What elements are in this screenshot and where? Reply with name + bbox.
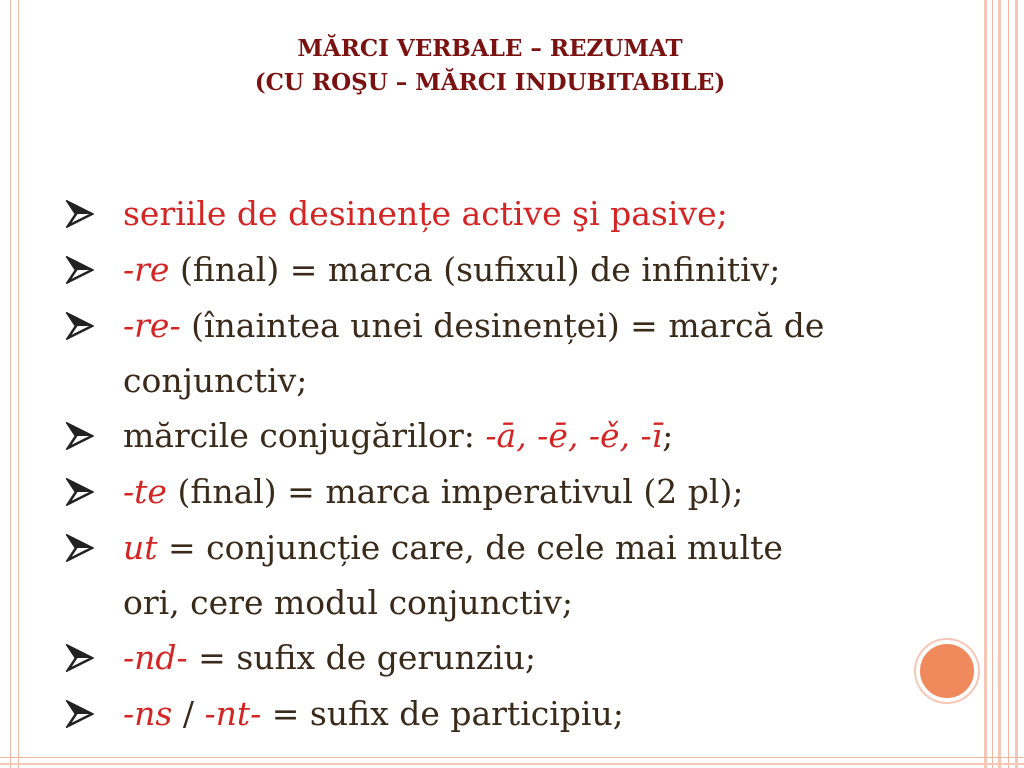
bullet-marker: -te <box>123 472 167 511</box>
bullet-item <box>66 242 946 298</box>
bullet-item <box>66 630 946 686</box>
bullet-text-end: ; <box>662 416 674 455</box>
bullet-text: seriile de desinențe active şi pasive; <box>123 194 728 233</box>
bullet-text: = conjuncție care, de cele mai multe <box>157 528 783 567</box>
bullet-separator: / <box>172 694 205 733</box>
bullet-marker: ut <box>123 528 158 567</box>
frame-right-line <box>1008 0 1009 768</box>
bullet-item <box>66 186 946 242</box>
orange-circle-decoration <box>916 640 978 702</box>
bullet-text: mărcile conjugărilor: <box>123 416 486 455</box>
frame-right-line <box>992 0 993 768</box>
bullet-text: (înaintea unei desinenței) = marcă de <box>180 306 825 345</box>
slide-title-line-1: MĂRCI VERBALE – REZUMAT <box>297 35 683 62</box>
frame-bottom-line <box>0 757 1024 758</box>
arrow-bullet-icon <box>66 256 94 284</box>
bullet-item <box>66 464 946 520</box>
bullet-text-continued: ori, cere modul conjunctiv; <box>123 583 573 622</box>
arrow-bullet-icon <box>66 700 94 728</box>
bullet-item <box>66 408 946 464</box>
bullet-text: (final) = marca (sufixul) de infinitiv; <box>169 250 781 289</box>
arrow-bullet-icon <box>66 478 94 506</box>
bullet-item <box>66 298 946 408</box>
bullet-marker: -re <box>123 250 170 289</box>
bullet-list <box>66 186 946 742</box>
arrow-bullet-icon <box>66 200 94 228</box>
frame-right-stripe <box>984 0 987 768</box>
frame-right-stripe <box>998 0 1001 768</box>
bullet-text: (final) = marca imperativul (2 pl); <box>166 472 744 511</box>
frame-right-stripe <box>1015 0 1018 768</box>
bullet-marker: -ns <box>123 694 173 733</box>
bullet-marker: -re- <box>123 306 181 345</box>
arrow-bullet-icon <box>66 422 94 450</box>
bullet-marker: -nt- <box>204 694 262 733</box>
bullet-item <box>66 686 946 742</box>
arrow-bullet-icon <box>66 644 94 672</box>
bullet-text: = sufix de participiu; <box>261 694 624 733</box>
slide-title <box>20 32 960 100</box>
bullet-item <box>66 520 946 630</box>
arrow-bullet-icon <box>66 534 94 562</box>
slide-title-line-2: (CU ROŞU – MĂRCI INDUBITABILE) <box>254 69 726 96</box>
bullet-marker: -ā, -ē, -ě, -ī <box>485 416 663 455</box>
arrow-bullet-icon <box>66 312 94 340</box>
bullet-marker: -nd- <box>123 638 188 677</box>
bullet-text: = sufix de gerunziu; <box>187 638 537 677</box>
frame-left-border <box>10 0 19 768</box>
bullet-text-continued: conjunctiv; <box>123 361 308 400</box>
frame-bottom-stripe <box>0 763 1024 765</box>
